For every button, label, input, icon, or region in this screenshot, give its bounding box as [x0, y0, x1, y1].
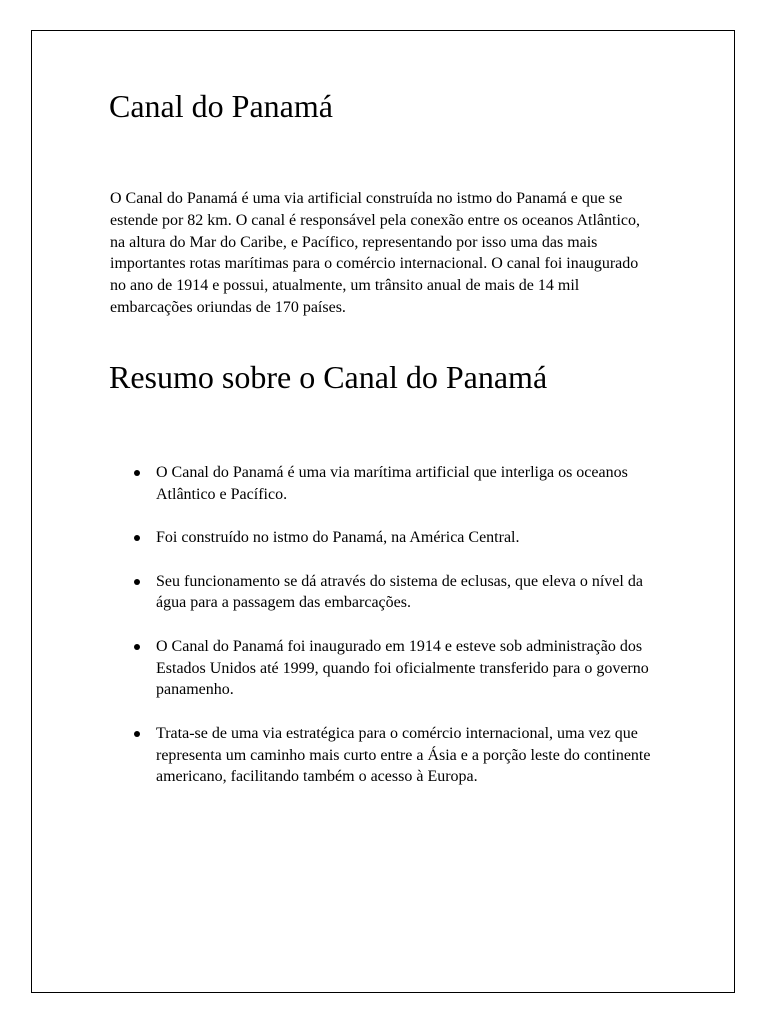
section-title: Resumo sobre o Canal do Panamá — [109, 359, 548, 395]
list-item-text: O Canal do Panamá foi inaugurado em 1914 e esteve sob administração dos Estados Unidos até 1999, quando foi oficialmente transferido para o governo panamenho. — [156, 637, 649, 699]
bullet-icon — [134, 731, 140, 737]
list-item — [156, 723, 662, 788]
list-item — [156, 527, 662, 549]
list-item-text: Trata-se de uma via estratégica para o comércio internacional, uma vez que representa um caminho mais curto entre a Ásia e a porção leste do continente americano, facilitando também o acesso à Europa. — [156, 724, 651, 786]
list-item — [156, 571, 662, 615]
list-item-text: O Canal do Panamá é uma via marítima artificial que interliga os oceanos Atlântico e Pacífico. — [156, 464, 628, 503]
bullet-icon — [134, 644, 140, 650]
list-item-text: Foi construído no istmo do Panamá, na América Central. — [156, 529, 520, 547]
intro-paragraph: O Canal do Panamá é uma via artificial construída no istmo do Panamá e que se estende por 82 km. O canal é responsável pela conexão entre os oceanos Atlântico, na altura do Mar do Caribe, e Pacífico, representando por isso uma das mais importantes rotas marítimas para o comércio internacional. O canal foi inaugurado no ano de 1914 e possui, atualmente, um trânsito anual de mais de 14 mil embarcações oriundas de 170 países. — [110, 190, 641, 316]
page-title: Canal do Panamá — [109, 88, 333, 124]
list-item-text: Seu funcionamento se dá através do sistema de eclusas, que eleva o nível da água para a passagem das embarcações. — [156, 572, 643, 612]
summary-list — [156, 462, 662, 810]
bullet-icon — [134, 579, 140, 585]
bullet-icon — [134, 470, 140, 476]
list-item — [156, 636, 662, 701]
list-item — [156, 462, 662, 506]
